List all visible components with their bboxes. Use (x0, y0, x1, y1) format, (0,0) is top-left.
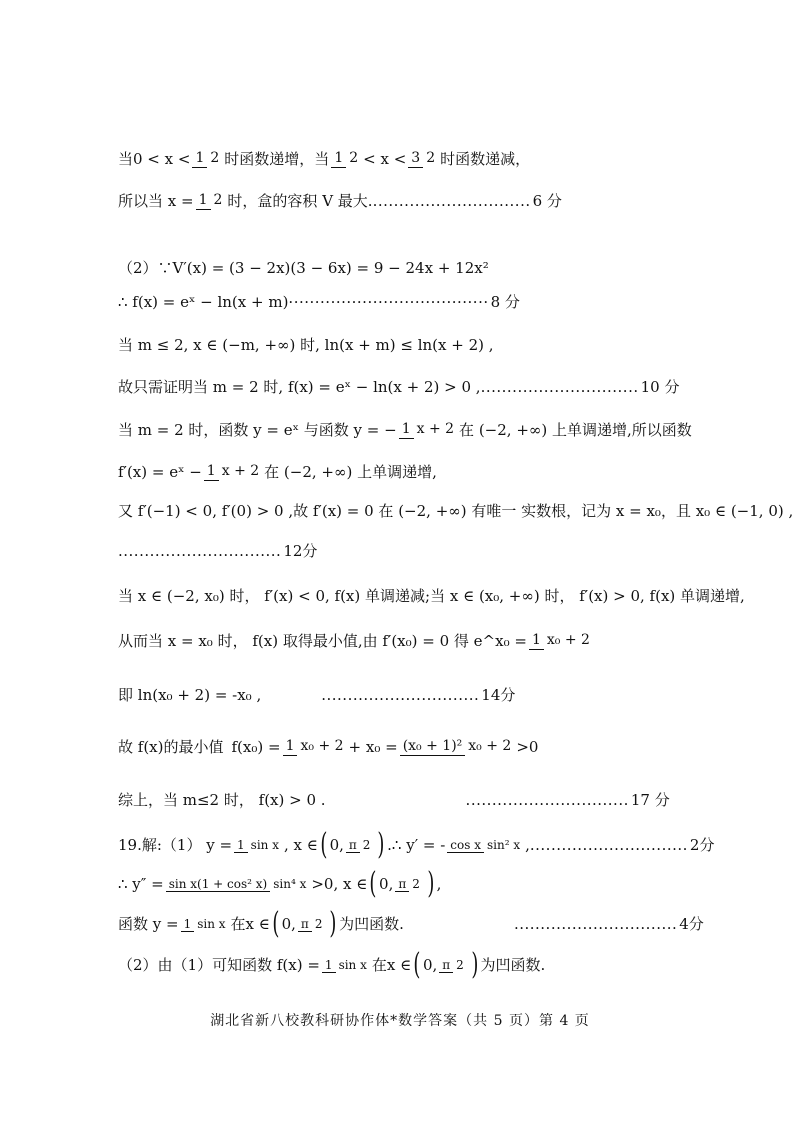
score-mark: 6 分 (532, 192, 562, 210)
fraction: 1 sin x (322, 958, 370, 973)
line-fprime-increasing: f′(x) = eˣ − 1 x + 2 在 (−2, +∞) 上单调递增, (118, 463, 437, 481)
fraction: 3 2 (408, 150, 438, 168)
fraction: 1 sin x (234, 838, 282, 853)
score-mark: 2分 (689, 836, 715, 854)
line-function-def: ∴ f(x) = eˣ − ln(x + m) ······································ 8 分 (118, 293, 520, 311)
fraction: 1 2 (196, 192, 226, 210)
score-mark: 14分 (481, 686, 516, 704)
fraction: 1 x₀ + 2 (529, 632, 593, 650)
line-score-12: ............................... 12分 (118, 542, 318, 560)
score-mark: 4分 (679, 915, 704, 933)
line-monotonic-functions: 当 m = 2 时，函数 y = eˣ 与函数 y = − 1 x + 2 在 (−2, +∞) 上单调递增,所以函数 (118, 421, 692, 439)
line-conclusion: 综上，当 m≤2 时， f(x) > 0 . ............................... 17 分 (118, 791, 670, 809)
score-mark: 8 分 (490, 293, 520, 311)
fraction: π 2 (439, 958, 467, 973)
line-q19-part1: 19.解:（1） y = 1 sin x , x ∈ ( 0, π 2 ) .∴ y′ = - cos x sin² x , .............................. 2分 (118, 827, 715, 862)
fraction: 1 2 (192, 150, 222, 168)
fraction: π 2 (298, 917, 326, 932)
fraction: cos x sin² x (447, 838, 523, 853)
line-unique-root: 又 f′(−1) < 0, f′(0) > 0 ,故 f′(x) = 0 在 (−2, +∞) 有唯一 实数根，记为 x = x₀，且 x₀ ∈ (−1, 0) , (118, 502, 794, 520)
line-concave-function: 函数 y = 1 sin x 在x ∈ ( 0, π 2 ) 为凹函数. ............................... 4分 (118, 906, 704, 941)
line-minimum: 从而当 x = x₀ 时， f(x) 取得最小值,由 f′(x₀) = 0 得 e^x₀ = 1 x₀ + 2 (118, 630, 710, 652)
line-second-derivative: ∴ y″ = sin x(1 + cos² x) sin⁴ x >0, x ∈ ( 0, π 2 ) , (118, 866, 442, 901)
line-derivative: （2）∵V′(x) = (3 − 2x)(3 − 6x) = 9 − 24x + 12x² (118, 259, 489, 277)
line-monotonic-x0: 当 x ∈ (−2, x₀) 时， f′(x) < 0, f(x) 单调递减;当 x ∈ (x₀, +∞) 时， f′(x) > 0, f(x) 单调递增, (118, 587, 745, 605)
score-mark: 10 分 (640, 378, 680, 396)
line-condition-m: 当 m ≤ 2, x ∈ (−m, +∞) 时, ln(x + m) ≤ ln(x + 2) , (118, 336, 494, 354)
fraction: π 2 (346, 838, 374, 853)
page-footer: 湖北省新八校教科研协作体*数学答案（共 5 页）第 4 页 (210, 1013, 590, 1029)
fraction: 1 x + 2 (399, 421, 457, 439)
fraction: 1 2 (331, 150, 361, 168)
fraction: π 2 (395, 877, 423, 892)
line-min-value: 故 f(x)的最小值 f(x₀) = 1 x₀ + 2 + x₀ = (x₀ + 1)² x₀ + 2 >0 (118, 738, 539, 756)
line-monotonic-intervals: 当0 < x < 1 2 时函数递增，当 1 2 < x < 3 2 时函数递减， (118, 150, 531, 168)
line-prove-m2: 故只需证明当 m = 2 时, f(x) = eˣ − ln(x + 2) > 0 , .............................. 10 分 (118, 378, 680, 396)
fraction: 1 x + 2 (204, 463, 262, 481)
score-mark: 17 分 (630, 791, 670, 809)
line-max-volume: 所以当 x = 1 2 时，盒的容积 V 最大. .............................. 6 分 (118, 192, 562, 210)
line-q19-part2: （2）由（1）可知函数 f(x) = 1 sin x 在x ∈ ( 0, π 2 ) 为凹函数. (118, 947, 546, 982)
fraction: (x₀ + 1)² x₀ + 2 (400, 738, 515, 756)
fraction: 1 x₀ + 2 (283, 738, 347, 756)
fraction: 1 sin x (181, 917, 229, 932)
fraction: sin x(1 + cos² x) sin⁴ x (166, 877, 310, 892)
score-mark: 12分 (283, 542, 318, 560)
line-ln-identity: 即 ln(x₀ + 2) = -x₀ , .............................. 14分 (118, 686, 516, 704)
